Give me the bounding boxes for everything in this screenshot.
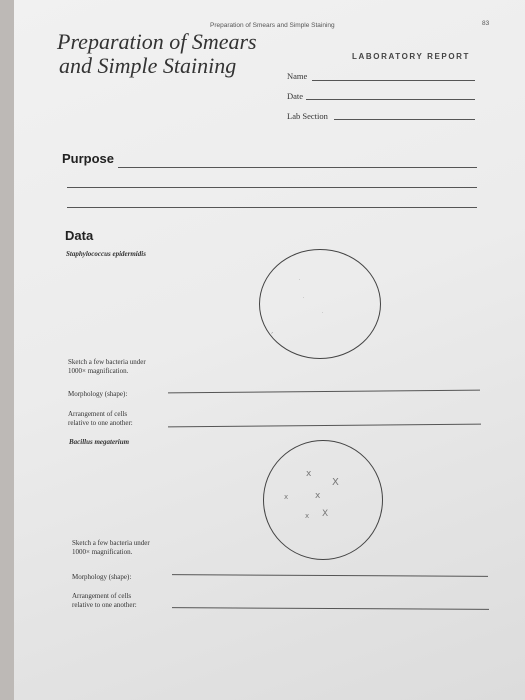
laboratory-report-label: LABORATORY REPORT — [352, 52, 471, 61]
organism-2-arrangement-label: Arrangement of cells relative to one another: — [72, 592, 137, 609]
data-heading: Data — [65, 228, 94, 243]
pencil-x-mark: x — [306, 469, 312, 479]
pencil-x-mark: x — [284, 493, 289, 501]
lab-section-line[interactable] — [334, 119, 475, 120]
pencil-x-mark: x — [305, 512, 310, 520]
organism-2-sketch-prompt: Sketch a few bacteria under 1000× magnification. — [72, 539, 150, 556]
pencil-dot-mark: · — [299, 277, 301, 282]
organism-1-morphology-label: Morphology (shape): — [68, 390, 128, 398]
sketch-circle-2[interactable] — [263, 440, 383, 560]
title-line-1: Preparation of Smears — [57, 29, 257, 54]
organism-1-name: Staphylococcus epidermidis — [66, 250, 146, 258]
name-line[interactable] — [312, 80, 475, 81]
lab-section-label: Lab Section — [287, 111, 328, 121]
title-line-2: and Simple Staining — [59, 53, 237, 78]
organism-1-arrangement-label: Arrangement of cells relative to one another: — [68, 410, 133, 427]
organism-2-morphology-label: Morphology (shape): — [72, 573, 132, 581]
date-line[interactable] — [306, 99, 475, 100]
organism-1-sketch-prompt: Sketch a few bacteria under 1000× magnification. — [68, 358, 146, 375]
pencil-x-mark: x — [315, 491, 321, 501]
organism-2-name: Bacillus megaterium — [69, 438, 130, 446]
date-label: Date — [287, 91, 304, 101]
pencil-tick-mark: ˏ — [270, 326, 274, 334]
pencil-dot-mark: · — [303, 295, 305, 300]
running-head: Preparation of Smears and Simple Staining — [210, 22, 335, 29]
pencil-x-mark: X — [332, 477, 339, 488]
page-number: 83 — [482, 20, 490, 27]
name-label: Name — [287, 71, 308, 81]
purpose-heading: Purpose — [62, 151, 115, 166]
pencil-x-mark: X — [322, 509, 329, 519]
purpose-line-1[interactable] — [118, 167, 477, 168]
purpose-line-2[interactable] — [67, 187, 477, 188]
pencil-dot-mark: · — [322, 310, 324, 315]
sketch-circle-1[interactable] — [259, 249, 381, 359]
page-title — [57, 30, 257, 78]
purpose-line-3[interactable] — [67, 207, 477, 208]
